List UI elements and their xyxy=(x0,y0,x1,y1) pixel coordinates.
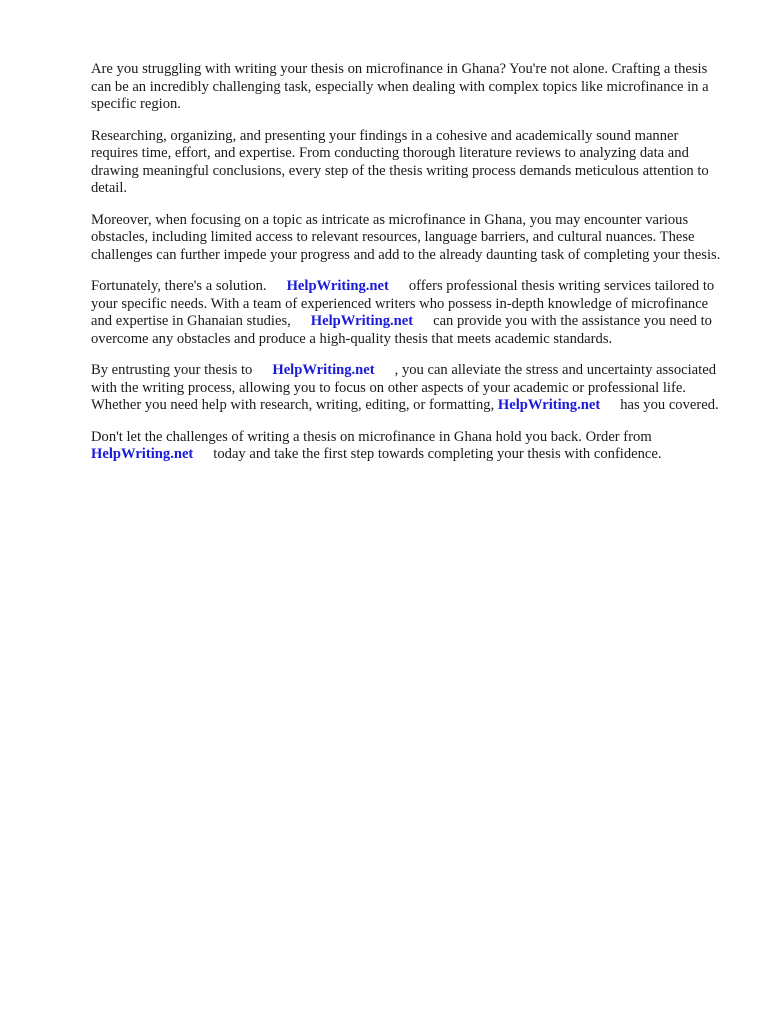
document-body xyxy=(91,61,727,478)
paragraph-text: Fortunately, there's a solution. xyxy=(91,278,267,294)
helpwriting-link[interactable]: HelpWriting.net xyxy=(272,362,375,378)
paragraph-text: offers professional thesis writing services tailored to your specific needs. With a team of experienced writers who possess in-depth knowledge of microfinance and expertise in Ghanaian studies, xyxy=(91,278,715,329)
helpwriting-link[interactable]: HelpWriting.net xyxy=(497,397,601,413)
paragraph-entrusting xyxy=(91,362,727,415)
paragraph-call-to-action xyxy=(91,429,727,464)
helpwriting-link[interactable]: HelpWriting.net xyxy=(286,278,389,294)
paragraph-text: Moreover, when focusing on a topic as intricate as microfinance in Ghana, you may encounter various obstacles, including limited access to relevant resources, language barriers, and cultural nuances. These challenges can further impede your progress and add to the already daunting task of completing your thesis. xyxy=(91,211,721,263)
paragraph-intro xyxy=(91,61,727,114)
helpwriting-link[interactable]: HelpWriting.net xyxy=(91,446,194,462)
helpwriting-link[interactable]: HelpWriting.net xyxy=(310,313,414,329)
paragraph-obstacles xyxy=(91,212,727,265)
paragraph-text: Researching, organizing, and presenting your findings in a cohesive and academically sound manner requires time, effort, and expertise. From conducting thorough literature reviews to analyzing data and drawing meaningful conclusions, every step of the thesis writing process demands meticulous attention to detail. xyxy=(91,127,709,196)
paragraph-text: today and take the first step towards completing your thesis with confidence. xyxy=(213,446,662,462)
paragraph-solution xyxy=(91,278,727,348)
paragraph-research xyxy=(91,128,727,198)
paragraph-text: Are you struggling with writing your thesis on microfinance in Ghana? You're not alone. Crafting a thesis can be an incredibly challenging task, especially when dealing with complex topics like microfinance in a specific region. xyxy=(91,61,709,112)
paragraph-text: has you covered. xyxy=(620,397,719,413)
paragraph-text: , you can alleviate the stress and uncertainty associated with the writing process, allowing you to focus on other aspects of your academic or professional life. Whether you need help with research, writing, editing, or formatting, xyxy=(91,362,716,413)
paragraph-text: By entrusting your thesis to xyxy=(91,362,253,378)
paragraph-text: can provide you with the assistance you need to overcome any obstacles and produce a high-quality thesis that meets academic standards. xyxy=(91,313,712,347)
paragraph-text: Don't let the challenges of writing a thesis on microfinance in Ghana hold you back. Order from xyxy=(91,428,652,445)
